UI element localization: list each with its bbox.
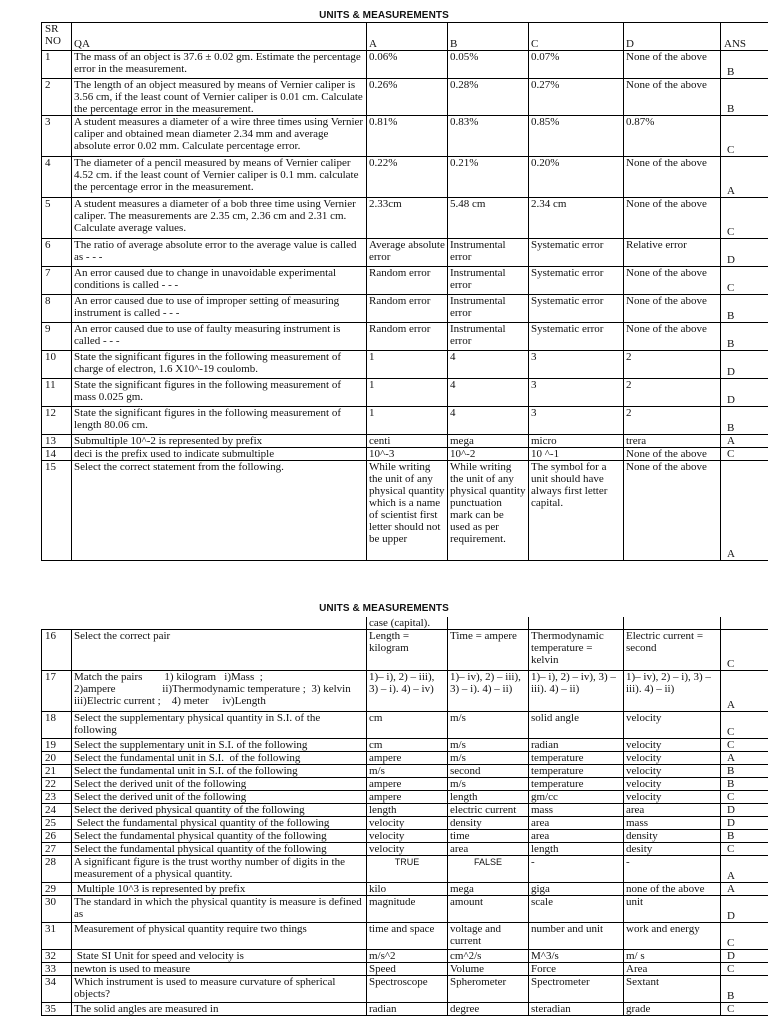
option-c: giga: [529, 883, 624, 896]
option-b: 0.05%: [448, 51, 529, 79]
option-c: 3: [529, 407, 624, 435]
option-d: unit: [624, 896, 721, 923]
question-text: The ratio of average absolute error to the average value is called as - - -: [72, 239, 367, 267]
option-d: None of the above: [624, 267, 721, 295]
question-number: 14: [42, 448, 72, 461]
answer: B: [721, 295, 768, 323]
table-row: [42, 817, 768, 830]
table-row: [42, 923, 768, 950]
table-row: [42, 671, 768, 712]
question-number: 1: [42, 51, 72, 79]
option-c: mass: [529, 804, 624, 817]
option-a: centi: [367, 435, 448, 448]
question-text: Multiple 10^3 is represented by prefix: [72, 883, 367, 896]
option-d: None of the above: [624, 51, 721, 79]
table-row: [42, 79, 768, 116]
option-c: Thermodynamic temperature = kelvin: [529, 630, 624, 671]
table-row: [42, 804, 768, 817]
table-row: [42, 51, 768, 79]
option-b: Spherometer: [448, 976, 529, 1003]
header-c: C: [529, 23, 624, 51]
option-c: Systematic error: [529, 239, 624, 267]
answer: C: [721, 739, 768, 752]
question-text: Select the derived unit of the following: [72, 791, 367, 804]
header-sr-no: SR NO: [42, 23, 72, 51]
option-b: FALSE: [448, 856, 529, 883]
question-number: 11: [42, 379, 72, 407]
option-a: length: [367, 804, 448, 817]
option-d: velocity: [624, 778, 721, 791]
option-a: velocity: [367, 830, 448, 843]
table-row: [42, 267, 768, 295]
option-b: 10^-2: [448, 448, 529, 461]
option-b: second: [448, 765, 529, 778]
table-row: [42, 791, 768, 804]
option-c: number and unit: [529, 923, 624, 950]
question-number: 27: [42, 843, 72, 856]
answer: C: [721, 267, 768, 295]
option-d: Area: [624, 963, 721, 976]
answer: D: [721, 351, 768, 379]
question-number: 29: [42, 883, 72, 896]
option-c: 1)– i), 2) – iv), 3) – iii). 4) – ii): [529, 671, 624, 712]
question-text: Measurement of physical quantity require two things: [72, 923, 367, 950]
header-a: A: [367, 23, 448, 51]
table-row: [42, 448, 768, 461]
question-number: 20: [42, 752, 72, 765]
option-c: scale: [529, 896, 624, 923]
answer: D: [721, 379, 768, 407]
table-row: [42, 963, 768, 976]
option-d: None of the above: [624, 79, 721, 116]
table-row: [42, 712, 768, 739]
option-b: voltage and current: [448, 923, 529, 950]
option-a: cm: [367, 712, 448, 739]
option-d: None of the above: [624, 157, 721, 198]
question-text: Select the fundamental physical quantity of the following: [72, 830, 367, 843]
option-d: None of the above: [624, 448, 721, 461]
option-a: Spectroscope: [367, 976, 448, 1003]
option-b: 0.28%: [448, 79, 529, 116]
table-row: [42, 896, 768, 923]
question-number: 3: [42, 116, 72, 157]
question-text: The length of an object measured by means of Vernier caliper is 3.56 cm, if the least count of Vernier caliper is 0.01 cm. Calculate the percentage error in the measurement.: [72, 79, 367, 116]
option-d: 2: [624, 379, 721, 407]
option-c: gm/cc: [529, 791, 624, 804]
question-number: 24: [42, 804, 72, 817]
header-ans: ANS: [721, 23, 768, 51]
table-row: [42, 351, 768, 379]
question-number: 7: [42, 267, 72, 295]
option-d: velocity: [624, 791, 721, 804]
option-c: steradian: [529, 1003, 624, 1016]
option-d: velocity: [624, 712, 721, 739]
question-number: 6: [42, 239, 72, 267]
question-text: Select the derived physical quantity of the following: [72, 804, 367, 817]
question-text: Select the supplementary unit in S.I. of the following: [72, 739, 367, 752]
option-d: 2: [624, 407, 721, 435]
question-text: Select the correct statement from the following.: [72, 461, 367, 561]
answer: C: [721, 448, 768, 461]
answer: B: [721, 765, 768, 778]
option-a: radian: [367, 1003, 448, 1016]
option-b: m/s: [448, 712, 529, 739]
option-c: 10 ^-1: [529, 448, 624, 461]
option-b: m/s: [448, 752, 529, 765]
question-number: 33: [42, 963, 72, 976]
option-c: Systematic error: [529, 295, 624, 323]
table-row: [42, 323, 768, 351]
question-text: The solid angles are measured in: [72, 1003, 367, 1016]
option-b: Instrumental error: [448, 295, 529, 323]
table-row: [42, 295, 768, 323]
answer: C: [721, 198, 768, 239]
option-a: Average absolute error: [367, 239, 448, 267]
table-row: [42, 856, 768, 883]
table-row: [42, 407, 768, 435]
option-a: 1)– i), 2) – iii), 3) – i). 4) – iv): [367, 671, 448, 712]
option-a: magnitude: [367, 896, 448, 923]
question-number: 25: [42, 817, 72, 830]
option-d: 2: [624, 351, 721, 379]
option-d: Electric current = second: [624, 630, 721, 671]
question-text: The mass of an object is 37.6 ± 0.02 gm. Estimate the percentage error in the measurement.: [72, 51, 367, 79]
option-a: ampere: [367, 752, 448, 765]
question-text: A student measures a diameter of a wire three times using Vernier caliper and obtained mean diameter 2.34 mm and average absolute error 0.02 mm. Calculate percentage error.: [72, 116, 367, 157]
question-text: Select the fundamental physical quantity of the following: [72, 843, 367, 856]
question-number: 32: [42, 950, 72, 963]
question-text: The standard in which the physical quantity is measure is defined as: [72, 896, 367, 923]
option-a: velocity: [367, 843, 448, 856]
table-row: [42, 752, 768, 765]
option-a: 2.33cm: [367, 198, 448, 239]
answer: B: [721, 51, 768, 79]
answer: B: [721, 323, 768, 351]
answer: C: [721, 791, 768, 804]
option-a: Random error: [367, 323, 448, 351]
table-row: [42, 379, 768, 407]
question-text: Select the fundamental unit in S.I. of the following: [72, 752, 367, 765]
question-number: 18: [42, 712, 72, 739]
option-d: None of the above: [624, 198, 721, 239]
answer: D: [721, 817, 768, 830]
answer: A: [721, 856, 768, 883]
answer: B: [721, 830, 768, 843]
option-d: None of the above: [624, 295, 721, 323]
question-number: 21: [42, 765, 72, 778]
question-text: Match the pairs 1) kilogram i)Mass ; 2)ampere ii)Thermodynamic temperature ; 3) kelvin iii)Electric current ; 4) meter iv)Length: [72, 671, 367, 712]
option-c: M^3/s: [529, 950, 624, 963]
question-number: 15: [42, 461, 72, 561]
option-a: m/s^2: [367, 950, 448, 963]
question-number: 26: [42, 830, 72, 843]
option-b: electric current: [448, 804, 529, 817]
option-a: 1: [367, 379, 448, 407]
option-a: 0.22%: [367, 157, 448, 198]
question-number: 22: [42, 778, 72, 791]
page-title-2: UNITS & MEASUREMENTS: [319, 603, 449, 614]
question-text: A significant figure is the trust worthy number of digits in the measurement of a physical quantity.: [72, 856, 367, 883]
table-row: [42, 157, 768, 198]
option-c: -: [529, 856, 624, 883]
question-number: 17: [42, 671, 72, 712]
option-b: 0.83%: [448, 116, 529, 157]
answer: A: [721, 671, 768, 712]
option-b: density: [448, 817, 529, 830]
option-a: kilo: [367, 883, 448, 896]
question-number: 4: [42, 157, 72, 198]
answer: A: [721, 157, 768, 198]
option-a: cm: [367, 739, 448, 752]
option-b: Instrumental error: [448, 239, 529, 267]
question-number: 19: [42, 739, 72, 752]
table-row: [42, 435, 768, 448]
answer: A: [721, 435, 768, 448]
question-number: 12: [42, 407, 72, 435]
option-c: Systematic error: [529, 267, 624, 295]
answer: B: [721, 79, 768, 116]
question-text: Select the fundamental unit in S.I. of the following: [72, 765, 367, 778]
option-d: trera: [624, 435, 721, 448]
option-d: Relative error: [624, 239, 721, 267]
option-b: mega: [448, 883, 529, 896]
question-text: The diameter of a pencil measured by means of Vernier caliper 4.52 cm. if the least count of Vernier caliper is 0.1 mm. calculate the percentage error in the measurement.: [72, 157, 367, 198]
option-b: Instrumental error: [448, 323, 529, 351]
table-row: [42, 1003, 768, 1016]
option-d: 1)– iv), 2) – i), 3) – iii). 4) – ii): [624, 671, 721, 712]
option-c: Force: [529, 963, 624, 976]
option-d: area: [624, 804, 721, 817]
table-row: [42, 739, 768, 752]
question-text: Select the correct pair: [72, 630, 367, 671]
mcq-table-continued: [41, 617, 768, 1016]
answer: D: [721, 239, 768, 267]
option-b: degree: [448, 1003, 529, 1016]
option-b: time: [448, 830, 529, 843]
mcq-table: [41, 22, 768, 561]
option-b: m/s: [448, 778, 529, 791]
option-a: 0.81%: [367, 116, 448, 157]
header-d: D: [624, 23, 721, 51]
answer: B: [721, 778, 768, 791]
answer: B: [721, 976, 768, 1003]
option-a: velocity: [367, 817, 448, 830]
question-text: State the significant figures in the following measurement of charge of electron, 1.6 X10^-19 coulomb.: [72, 351, 367, 379]
header-qa: QA: [72, 23, 367, 51]
option-d: work and energy: [624, 923, 721, 950]
question-number: 30: [42, 896, 72, 923]
table-row: [42, 630, 768, 671]
option-c: area: [529, 830, 624, 843]
table-row: [42, 950, 768, 963]
question-text: Select the supplementary physical quantity in S.I. of the following: [72, 712, 367, 739]
option-c: 2.34 cm: [529, 198, 624, 239]
question-text: An error caused due to use of improper setting of measuring instrument is called - - -: [72, 295, 367, 323]
option-b: Time = ampere: [448, 630, 529, 671]
question-text: Submultiple 10^-2 is represented by prefix: [72, 435, 367, 448]
option-c: length: [529, 843, 624, 856]
header-b: B: [448, 23, 529, 51]
table-row: [42, 116, 768, 157]
option-b: While writing the unit of any physical quantity punctuation mark can be used as per requirement.: [448, 461, 529, 561]
option-b: cm^2/s: [448, 950, 529, 963]
option-a: While writing the unit of any physical quantity which is a name of scientist first letter should not be upper: [367, 461, 448, 561]
option-d: grade: [624, 1003, 721, 1016]
answer: C: [721, 630, 768, 671]
option-c: 0.85%: [529, 116, 624, 157]
option-a: m/s: [367, 765, 448, 778]
option-b: 1)– iv), 2) – iii), 3) – i). 4) – ii): [448, 671, 529, 712]
option-b: 4: [448, 351, 529, 379]
question-number: 35: [42, 1003, 72, 1016]
table-row: [42, 883, 768, 896]
table-row: [42, 976, 768, 1003]
option-d: None of the above: [624, 461, 721, 561]
option-c: radian: [529, 739, 624, 752]
question-text: deci is the prefix used to indicate submultiple: [72, 448, 367, 461]
option-c: temperature: [529, 765, 624, 778]
question-number: 13: [42, 435, 72, 448]
option-c: 0.07%: [529, 51, 624, 79]
option-b: area: [448, 843, 529, 856]
option-c: temperature: [529, 778, 624, 791]
option-b: 4: [448, 379, 529, 407]
option-b: 0.21%: [448, 157, 529, 198]
option-d: desity: [624, 843, 721, 856]
option-a: Length = kilogram: [367, 630, 448, 671]
table-row: [42, 461, 768, 561]
option-a: Random error: [367, 295, 448, 323]
question-number: 9: [42, 323, 72, 351]
answer: C: [721, 1003, 768, 1016]
option-c: temperature: [529, 752, 624, 765]
option-d: Sextant: [624, 976, 721, 1003]
question-text: Select the fundamental physical quantity of the following: [72, 817, 367, 830]
carryover-row: [42, 617, 768, 630]
question-number: 10: [42, 351, 72, 379]
option-c: 0.20%: [529, 157, 624, 198]
question-number: 31: [42, 923, 72, 950]
option-d: None of the above: [624, 323, 721, 351]
table-header-row: [42, 23, 768, 51]
option-c: 0.27%: [529, 79, 624, 116]
option-c: The symbol for a unit should have always first letter capital.: [529, 461, 624, 561]
question-number: 8: [42, 295, 72, 323]
option-a: Random error: [367, 267, 448, 295]
option-c: Spectrometer: [529, 976, 624, 1003]
table-row: [42, 198, 768, 239]
answer: B: [721, 407, 768, 435]
table-row: [42, 843, 768, 856]
option-c: 3: [529, 379, 624, 407]
option-d: density: [624, 830, 721, 843]
option-b: mega: [448, 435, 529, 448]
question-number: 28: [42, 856, 72, 883]
option-a: 0.26%: [367, 79, 448, 116]
option-a: 0.06%: [367, 51, 448, 79]
table-row: [42, 830, 768, 843]
question-text: State SI Unit for speed and velocity is: [72, 950, 367, 963]
question-text: An error caused due to use of faulty measuring instrument is called - - -: [72, 323, 367, 351]
option-c: solid angle: [529, 712, 624, 739]
answer: A: [721, 752, 768, 765]
question-text: Select the derived unit of the following: [72, 778, 367, 791]
page-title: UNITS & MEASUREMENTS: [319, 10, 449, 21]
option-b: length: [448, 791, 529, 804]
option-c: area: [529, 817, 624, 830]
option-d: none of the above: [624, 883, 721, 896]
question-text: State the significant figures in the following measurement of length 80.06 cm.: [72, 407, 367, 435]
option-b: Volume: [448, 963, 529, 976]
answer: D: [721, 950, 768, 963]
option-d: m/ s: [624, 950, 721, 963]
option-a: ampere: [367, 791, 448, 804]
answer: C: [721, 923, 768, 950]
answer: A: [721, 883, 768, 896]
question-text: A student measures a diameter of a bob three time using Vernier caliper. The measurements are 2.35 cm, 2.36 cm and 2.31 cm. Calculate average values.: [72, 198, 367, 239]
option-c: 3: [529, 351, 624, 379]
option-b: m/s: [448, 739, 529, 752]
question-number: 16: [42, 630, 72, 671]
question-text: newton is used to measure: [72, 963, 367, 976]
option-a: 10^-3: [367, 448, 448, 461]
option-a: 1: [367, 407, 448, 435]
option-a: time and space: [367, 923, 448, 950]
question-text: Which instrument is used to measure curvature of spherical objects?: [72, 976, 367, 1003]
table-row: [42, 239, 768, 267]
answer: C: [721, 963, 768, 976]
question-number: 34: [42, 976, 72, 1003]
question-text: An error caused due to change in unavoidable experimental conditions is called - - -: [72, 267, 367, 295]
option-a: 1: [367, 351, 448, 379]
option-a: TRUE: [367, 856, 448, 883]
option-d: velocity: [624, 752, 721, 765]
answer: C: [721, 712, 768, 739]
option-a: ampere: [367, 778, 448, 791]
answer: A: [721, 461, 768, 561]
option-d: -: [624, 856, 721, 883]
carryover-cell: case (capital).: [367, 617, 448, 630]
answer: D: [721, 896, 768, 923]
option-c: Systematic error: [529, 323, 624, 351]
answer: D: [721, 804, 768, 817]
option-a: Speed: [367, 963, 448, 976]
question-number: 2: [42, 79, 72, 116]
option-b: amount: [448, 896, 529, 923]
option-d: mass: [624, 817, 721, 830]
option-d: 0.87%: [624, 116, 721, 157]
option-b: 5.48 cm: [448, 198, 529, 239]
option-d: velocity: [624, 765, 721, 778]
question-number: 23: [42, 791, 72, 804]
option-c: micro: [529, 435, 624, 448]
answer: C: [721, 843, 768, 856]
table-row: [42, 765, 768, 778]
question-number: 5: [42, 198, 72, 239]
option-b: 4: [448, 407, 529, 435]
answer: C: [721, 116, 768, 157]
question-text: State the significant figures in the following measurement of mass 0.025 gm.: [72, 379, 367, 407]
option-b: Instrumental error: [448, 267, 529, 295]
option-d: velocity: [624, 739, 721, 752]
table-row: [42, 778, 768, 791]
